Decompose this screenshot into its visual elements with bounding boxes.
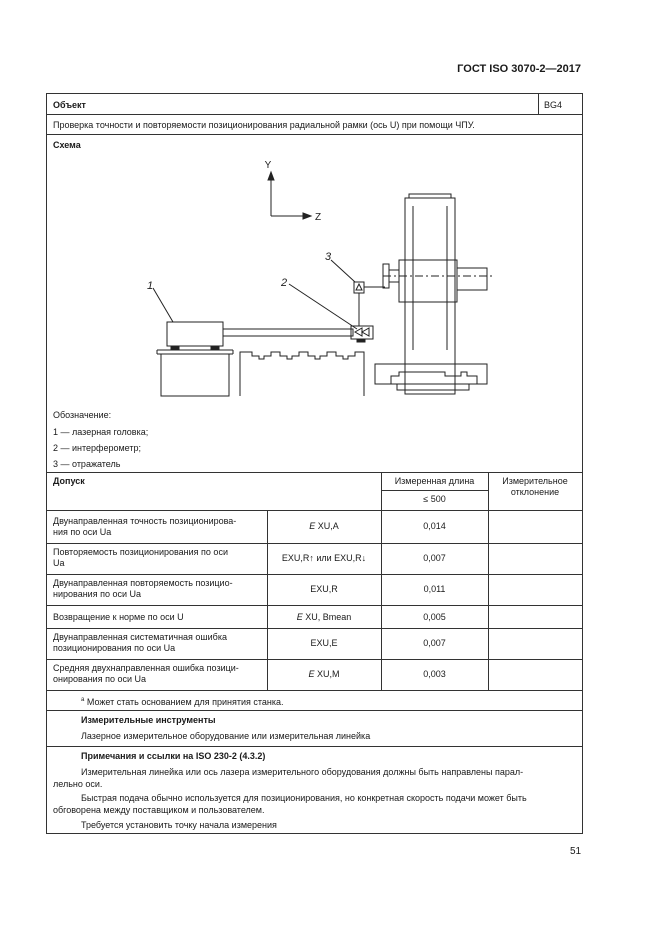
legend-title: Обозначение: bbox=[53, 410, 112, 420]
legend-item: 1 — лазерная головка; bbox=[53, 427, 149, 437]
legend-item: 2 — интерферометр; bbox=[53, 443, 141, 453]
code-divider bbox=[538, 94, 539, 114]
z-axis-arrow bbox=[303, 213, 311, 219]
row-value: 0,003 bbox=[423, 669, 446, 679]
standard-header: ГОСТ ISO 3070-2—2017 bbox=[457, 63, 581, 75]
row-value: 0,007 bbox=[423, 553, 446, 563]
callout-3-leader bbox=[331, 260, 355, 282]
divider bbox=[47, 690, 582, 691]
row-symbol: EXU,E bbox=[310, 638, 338, 648]
col-deviation-header-1: Измерительное bbox=[502, 476, 568, 486]
laser-beam bbox=[223, 329, 353, 336]
notes-paragraph: обговорена между поставщиком и пользователем. bbox=[53, 805, 265, 815]
legend-item: 3 — отражатель bbox=[53, 459, 121, 469]
divider bbox=[47, 114, 582, 115]
y-axis-arrow bbox=[268, 172, 274, 180]
row-value: 0,007 bbox=[423, 638, 446, 648]
row-name: Ua bbox=[53, 558, 65, 568]
notes-paragraph: лельно оси. bbox=[53, 779, 103, 789]
divider bbox=[47, 134, 582, 135]
machine-base bbox=[375, 364, 487, 384]
row-value: 0,014 bbox=[423, 521, 446, 531]
notes-paragraph: Требуется установить точку начала измерения bbox=[81, 820, 277, 830]
axis-y-label: Y bbox=[264, 160, 272, 171]
row-symbol: E XU,A bbox=[309, 521, 339, 531]
row-name: Двунаправленная точность позиционирова- bbox=[53, 516, 237, 526]
row-name: позиционирования по оси Ua bbox=[53, 643, 176, 653]
row-symbol: E XU, Bmean bbox=[296, 612, 352, 622]
callout-1: 1 bbox=[147, 280, 154, 292]
instruments-text: Лазерное измерительное оборудование или измерительная линейка bbox=[81, 731, 371, 741]
row-symbol: EXU,R bbox=[310, 584, 338, 594]
col-divider bbox=[267, 510, 268, 690]
divider bbox=[47, 543, 582, 544]
row-name: Двунаправленная повторяемость позицио- bbox=[53, 578, 233, 588]
divider bbox=[381, 490, 488, 491]
machine-table bbox=[240, 352, 364, 396]
object-description: Проверка точности и повторяемости позиционирования радиальной рамки (ось U) при помощи ЧПУ. bbox=[53, 120, 475, 130]
callout-3: 3 bbox=[325, 251, 332, 263]
divider bbox=[47, 710, 582, 711]
col-divider bbox=[488, 472, 489, 690]
row-value: 0,011 bbox=[423, 584, 446, 594]
row-name: онирования по оси Ua bbox=[53, 674, 146, 684]
length-value: ≤ 500 bbox=[423, 494, 446, 504]
row-name: Возвращение к норме по оси U bbox=[53, 612, 184, 622]
row-name: Средняя двухнаправленная ошибка позици- bbox=[53, 663, 239, 673]
divider bbox=[47, 605, 582, 606]
radial-arm-head bbox=[399, 260, 457, 302]
page-number: 51 bbox=[570, 846, 582, 857]
notes-paragraph: Измерительная линейка или ось лазера измерительного оборудования должны быть направлены парал- bbox=[81, 767, 524, 777]
col-length-header: Измеренная длина bbox=[394, 476, 475, 486]
axis-z-label: Z bbox=[315, 212, 322, 223]
object-label: Объект bbox=[53, 100, 86, 110]
tolerance-label: Допуск bbox=[53, 476, 85, 486]
notes-paragraph: Быстрая подача обычно используется для позиционирования, но конкретная скорость подачи может быть bbox=[81, 793, 527, 803]
row-value: 0,005 bbox=[423, 612, 446, 622]
callout-2-leader bbox=[289, 284, 357, 329]
callout-1-leader bbox=[153, 288, 173, 322]
object-code: BG4 bbox=[544, 100, 563, 110]
row-name: Двунаправленная систематичная ошибка bbox=[53, 632, 227, 642]
row-symbol: E XU,M bbox=[308, 669, 340, 679]
divider bbox=[47, 574, 582, 575]
row-name: нирования по оси Ua bbox=[53, 589, 141, 599]
divider bbox=[47, 472, 582, 473]
instruments-title: Измерительные инструменты bbox=[81, 715, 216, 725]
row-name: ния по оси Ua bbox=[53, 527, 112, 537]
divider bbox=[47, 746, 582, 747]
scheme-drawing bbox=[47, 154, 582, 406]
row-name: Повторяемость позиционирования по оси bbox=[53, 547, 228, 557]
divider bbox=[47, 659, 582, 660]
callout-2: 2 bbox=[281, 277, 288, 289]
row-symbol: EXU,R↑ или EXU,R↓ bbox=[281, 553, 367, 563]
laser-stand bbox=[161, 354, 229, 396]
footnote: $^a$ Может стать основанием для принятия станка. bbox=[81, 697, 284, 707]
divider bbox=[47, 628, 582, 629]
notes-title: Примечания и ссылки на ISO 230-2 (4.3.2) bbox=[81, 751, 266, 761]
specification-table bbox=[46, 93, 583, 834]
laser-head bbox=[167, 322, 223, 346]
scheme-label: Схема bbox=[53, 140, 81, 150]
col-deviation-header-2: отклонение bbox=[510, 487, 560, 497]
divider bbox=[47, 510, 582, 511]
